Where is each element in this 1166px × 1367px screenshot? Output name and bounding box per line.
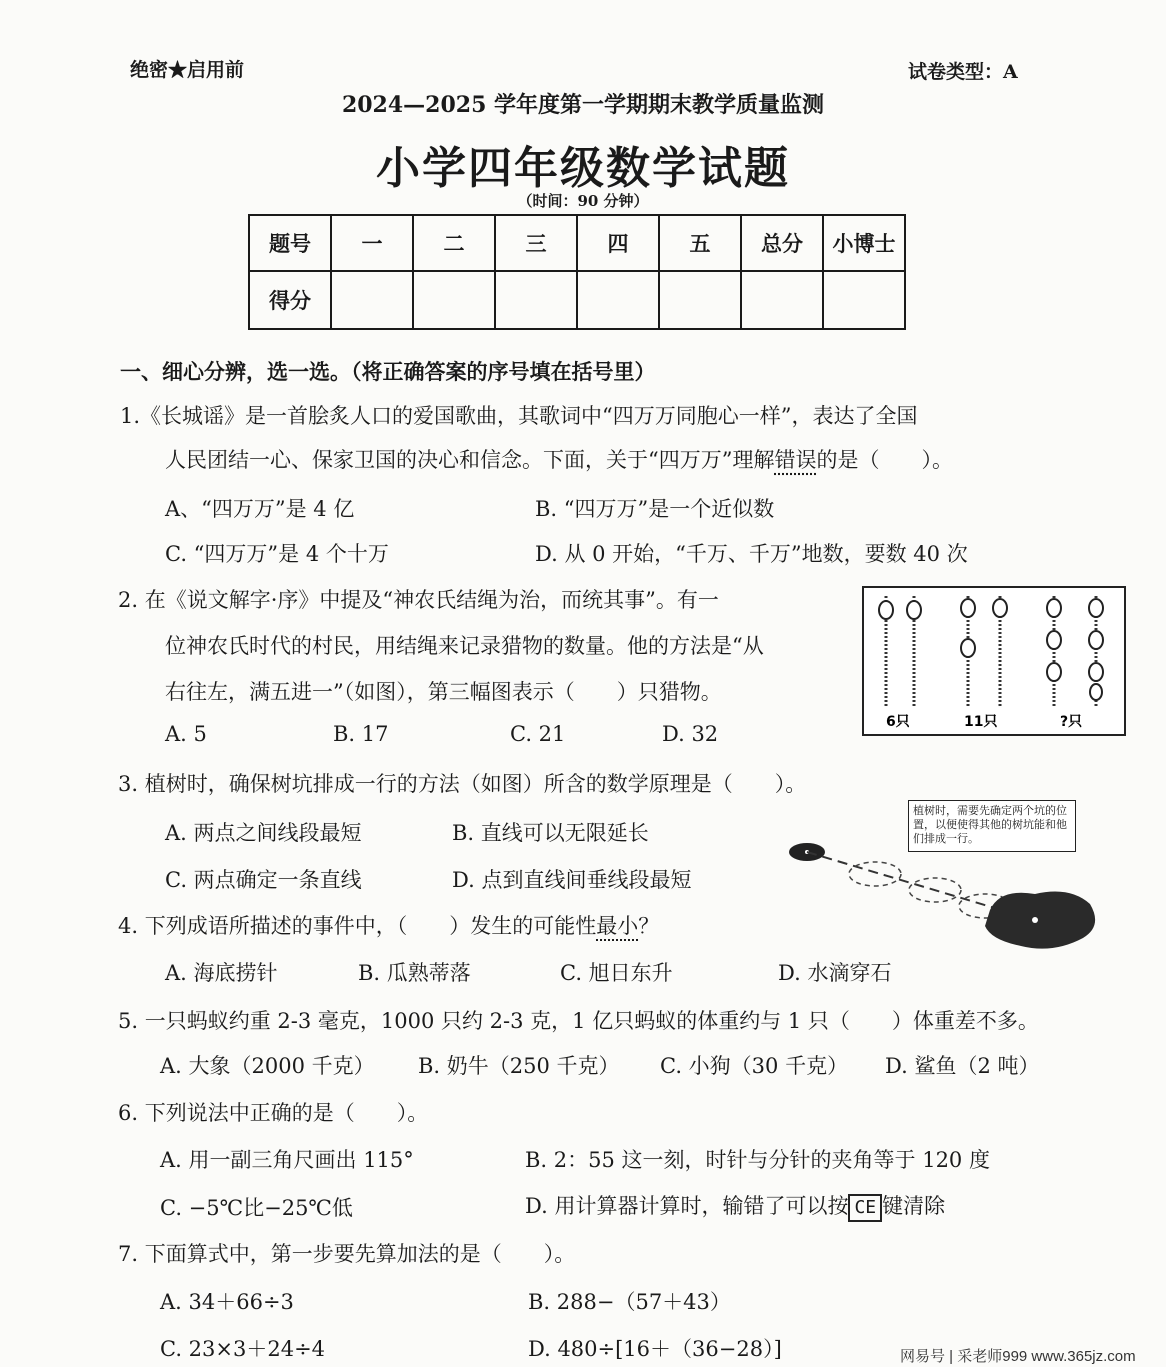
q6-option-b[interactable]: B. 2：55 这一刻，时针与分针的夹角等于 120 度 (525, 1148, 990, 1172)
fig-label-1: 6只 (886, 714, 910, 730)
q1-option-d[interactable]: D. 从 0 开始，“千万、千万”地数，要数 40 次 (535, 542, 968, 566)
score-table-cell: 一 (331, 215, 413, 271)
q1-line2 (165, 444, 953, 474)
q6-option-c[interactable]: C. −5℃比−25℃低 (160, 1196, 353, 1220)
q5-option-c[interactable]: C. 小狗（30 千克） (660, 1054, 849, 1078)
secret-label: 绝密★启用前 (130, 59, 245, 81)
tree-pit-illustration (785, 830, 1105, 960)
ce-key-icon: CE (848, 1194, 882, 1222)
score-input-cell[interactable] (331, 271, 413, 329)
q2-option-c[interactable]: C. 21 (510, 722, 566, 746)
score-input-cell[interactable] (413, 271, 495, 329)
section-heading: 一、细心分辨，选一选。（将正确答案的序号填在括号里） (120, 359, 656, 384)
watermark-text: 网易号 | 采老师999 www.365jz.com (900, 1348, 1136, 1365)
q4-option-a[interactable]: A. 海底捞针 (165, 961, 278, 985)
score-input-cell[interactable] (577, 271, 659, 329)
score-table-cell: 四 (577, 215, 659, 271)
q1-line2a: 人民团结一心、保家卫国的决心和信念。下面，关于“四万万”理解 (165, 448, 775, 472)
score-table-cell: 总分 (741, 215, 823, 271)
q2-option-d[interactable]: D. 32 (662, 722, 719, 746)
score-input-cell[interactable] (495, 271, 577, 329)
q6-option-d-pre: D. 用计算器计算时，输错了可以按 (525, 1194, 849, 1218)
q3-option-c[interactable]: C. 两点确定一条直线 (165, 868, 362, 892)
q3-line1: 3. 植树时，确保树坑排成一行的方法（如图）所含的数学原理是（ ）。 (118, 772, 807, 796)
q4-option-d[interactable]: D. 水滴穿石 (778, 961, 892, 985)
score-input-cell[interactable] (823, 271, 905, 329)
q7-option-c[interactable]: C. 23×3＋24÷4 (160, 1337, 326, 1361)
q2-line3: 右往左，满五进一”（如图），第三幅图表示（ ）只猎物。 (165, 680, 722, 704)
q1-option-c[interactable]: C. “四万万”是 4 个十万 (165, 542, 389, 566)
q3-option-b[interactable]: B. 直线可以无限延长 (452, 821, 649, 845)
knot-rope-illustration (864, 588, 1124, 734)
q1-line1: 1.《长城谣》是一首脍炙人口的爱国歌曲，其歌词中“四万万同胞心一样”，表达了全国 (120, 404, 918, 428)
score-table-cell: 小博士 (823, 215, 905, 271)
q6-option-d-post: 键清除 (882, 1194, 946, 1218)
q1-option-a[interactable]: A、“四万万”是 4 亿 (165, 497, 355, 521)
q4-line1a: 4. 下列成语所描述的事件中，（ ）发生的可能性 (118, 914, 597, 938)
q7-option-a[interactable]: A. 34＋66÷3 (160, 1290, 294, 1314)
score-table-cell: 三 (495, 215, 577, 271)
q2-option-a[interactable]: A. 5 (165, 722, 207, 746)
q2-line2: 位神农氏时代的村民，用结绳来记录猎物的数量。他的方法是“从 (165, 634, 764, 658)
knot-rope-figure (862, 586, 1126, 736)
q4-option-b[interactable]: B. 瓜熟蒂落 (358, 961, 471, 985)
q6-option-a[interactable]: A. 用一副三角尺画出 115° (160, 1148, 414, 1172)
score-table-cell: 五 (659, 215, 741, 271)
exam-subtitle: 2024—2025 学年度第一学期期末教学质量监测 (341, 92, 825, 118)
score-table-cell: 得分 (249, 271, 331, 329)
q1-option-b[interactable]: B. “四万万”是一个近似数 (535, 497, 775, 521)
q1-line2c: 的是（ ）。 (816, 448, 953, 472)
score-table-header-row (249, 215, 905, 271)
q7-option-b[interactable]: B. 288−（57＋43） (528, 1290, 731, 1314)
q6-line1: 6. 下列说法中正确的是（ ）。 (118, 1101, 429, 1125)
q3-option-a[interactable]: A. 两点之间线段最短 (165, 821, 362, 845)
q4-option-c[interactable]: C. 旭日东升 (560, 961, 673, 985)
tree-planting-note: 植树时，需要先确定两个坑的位置，以便使得其他的树坑能和他们排成一行。 (908, 800, 1076, 852)
q5-option-a[interactable]: A. 大象（2000 千克） (160, 1054, 375, 1078)
fig-label-2: 11只 (964, 714, 998, 730)
q1-emphasis: 错误 (774, 448, 817, 472)
q2-line1: 2. 在《说文解字·序》中提及“神农氏结绳为治，而统其事”。有一 (118, 588, 719, 612)
score-table-score-row (249, 271, 905, 329)
q4-emphasis: 最小 (596, 914, 639, 938)
score-input-cell[interactable] (741, 271, 823, 329)
fig-label-3: ?只 (1060, 714, 1083, 730)
q4-line1 (118, 910, 659, 940)
q5-line1: 5. 一只蚂蚁约重 2-3 毫克，1000 只约 2-3 克，1 亿只蚂蚁的体重约与 1 只（ ）体重差不多。 (118, 1009, 1039, 1033)
exam-time: （时间：90 分钟） (517, 192, 649, 210)
exam-title: 小学四年级数学试题 (376, 143, 790, 194)
paper-type-label: 试卷类型：A (908, 61, 1018, 83)
q7-line1: 7. 下面算式中，第一步要先算加法的是（ ）。 (118, 1242, 576, 1266)
score-table-cell: 题号 (249, 215, 331, 271)
score-table (248, 214, 906, 330)
q5-option-d[interactable]: D. 鲨鱼（2 吨） (885, 1054, 1040, 1078)
q7-option-d[interactable]: D. 480÷[16＋（36−28）] (528, 1337, 782, 1361)
q2-option-b[interactable]: B. 17 (333, 722, 389, 746)
q4-line1c: ？ (638, 914, 660, 938)
q5-option-b[interactable]: B. 奶牛（250 千克） (418, 1054, 620, 1078)
q3-option-d[interactable]: D. 点到直线间垂线段最短 (452, 868, 692, 892)
score-input-cell[interactable] (659, 271, 741, 329)
q6-option-d[interactable] (525, 1190, 945, 1222)
score-table-cell: 二 (413, 215, 495, 271)
